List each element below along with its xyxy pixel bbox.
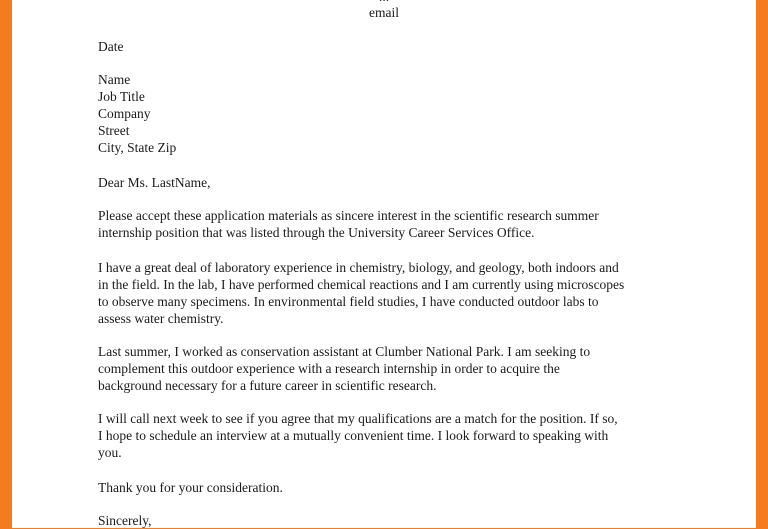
salutation: Dear Ms. LastName, [98,175,211,190]
recipient-city-state-zip: City, State Zip [98,140,177,155]
thanks-line: Thank you for your consideration. [98,480,283,495]
date-line: Date [98,39,124,54]
paragraph4-line: I hope to schedule an interview at a mutually convenient time. I look forward to speaking with [98,428,609,443]
recipient-name: Name [98,72,131,87]
paragraph3-line: background necessary for a future career in scientific research. [98,378,437,393]
recipient-street: Street [98,123,130,138]
paragraph1-line: Please accept these application materials as sincere interest in the scientific research summer [98,208,599,223]
paragraph2-line: in the field. In the lab, I have performed chemical reactions and I am currently using microscopes [98,277,625,292]
paragraph2-line: assess water chemistry. [98,311,224,326]
paragraph4-line: I will call next week to see if you agree that my qualifications are a match for the position. If so, [98,411,618,426]
paragraph2-line: to observe many specimens. In environmental field studies, I have conducted outdoor labs to [98,294,599,309]
header-email: email [369,5,399,20]
letter-page [12,0,756,528]
recipient-company: Company [98,106,151,121]
recipient-job-title: Job Title [98,89,145,104]
paragraph1-line: internship position that was listed through the University Career Services Office. [98,225,535,240]
paragraph2-line: I have a great deal of laboratory experience in chemistry, biology, and geology, both indoors and [98,260,619,275]
paragraph4-line: you. [98,445,122,460]
closing-line: Sincerely, [98,513,152,528]
paragraph3-line: complement this outdoor experience with a research internship in order to acquire the [98,361,560,376]
paragraph3-line: Last summer, I worked as conservation assistant at Clumber National Park. I am seeking to [98,344,591,359]
